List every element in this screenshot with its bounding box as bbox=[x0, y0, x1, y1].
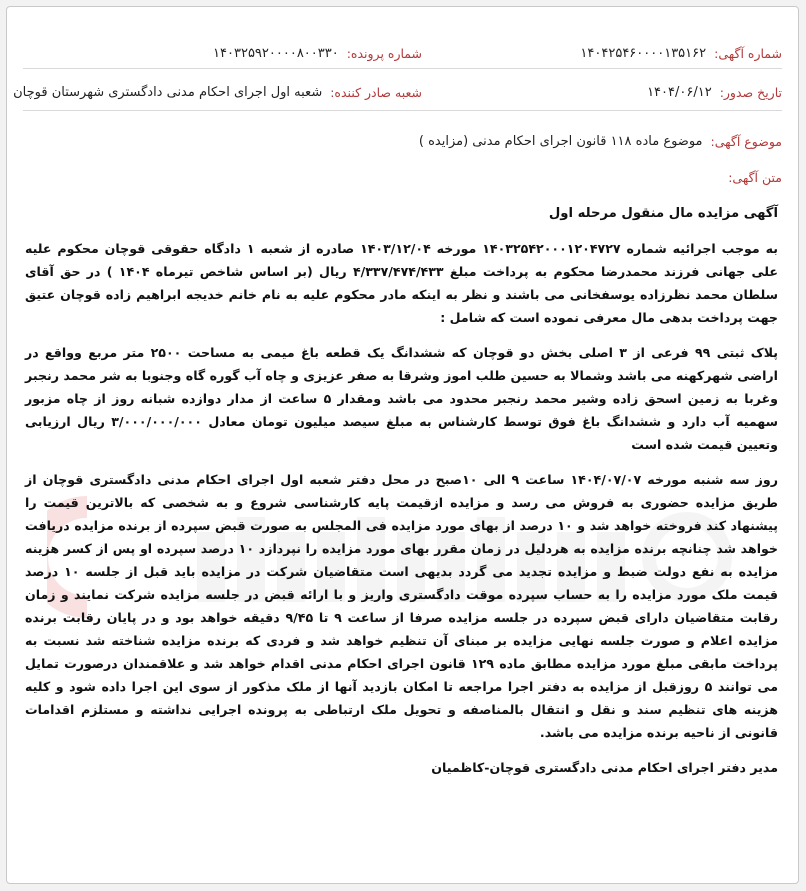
case-number: ۱۴۰۳۲۵۹۲۰۰۰۰۸۰۰۳۳۰ bbox=[213, 45, 339, 61]
paragraph-auction-terms: روز سه شنبه مورخه ۱۴۰۴/۰۷/۰۷ ساعت ۹ الی ۱۰صبح در محل دفتر شعبه اول اجرای احکام مدنی دادگستری قوچان از طریق مزایده حضوری به فروش می رسد و مزایده ازقیمت پایه کارشناسی شروع و به شخصی که بالاترین قیمت را پیشنهاد کند فروخته خواهد شد و ۱۰ درصد از بهای مورد مزایده فی المجلس به صورت قبض سپرده از برنده مزایده دریافت خواهد شد چنانچه برنده مزایده به هردلیل در زمان مقرر بهای مورد مزایده را نپردازد ۱۰ درصد سپرده او پس از کسر هزینه مزایده به نفع دولت ضبط و مزایده تجدید می گردد بدیهی است متقاضیان شرکت در مزایده باید قبل از جلسه ۱۰ درصد قیمت ملک مورد مزایده را به حساب سپرده موقت دادگستری واریز و با ارائه قبض در جلسه مزایده شرکت نمایند و زمان رقابت متقاضیان دارای قبض سپرده در جلسه مزایده صرفا از ساعت ۹ تا ۹/۴۵ دقیقه خواهد بود و در پایان رقابت برنده مزایده اعلام و صورت جلسه نهایی مزایده بر مبنای آن تنظیم خواهد شد و فردی که برنده مزایده شناخته شد نسبت به پرداخت مابقی مبلغ مورد مزایده مطابق ماده ۱۲۹ قانون اجرای احکام مدنی اقدام خواهد شد و علاقمندان درصورت تمایل می توانند ۵ روزقبل از مزایده به دفتر اجرا مراجعه تا امکان بازدید آنها از ملک مذکور از سوی این اجرا داده شود و کلیه هزینه های تنظیم سند و نقل و انتقال بالمناصفه و تحویل ملک ارتباطی به پرونده اجرایی نداشته و مستلزم اقدامات قانونی از ناحیه برنده مزایده می باشد. bbox=[25, 472, 778, 740]
paragraph-property: پلاک ثبتی ۹۹ فرعی از ۳ اصلی بخش دو قوچان که ششدانگ یک قطعه باغ میمی به مساحت ۲۵۰۰ متر مربع وواقع در اراضی شهرکهنه می باشد وشمالا به حسین طلب اموز وشرقا به صفر عزیزی و چاه آب گوره گاه وجنوبا به شر محمد رنجبر وغربا به زمین اسحق زاده وشیر محمد رنجبر محدود می باشد ومقدار ۵ ساعت از مدار دوازده شبانه روز از چاه مزبور سهمیه آب دارد و ششدانگ باغ فوق توسط کارشناس به مبلغ سیصد میلیون تومان معادل ۳/۰۰۰/۰۰۰/۰۰۰ ریال ارزیابی وتعیین قیمت شده است bbox=[25, 345, 778, 452]
subject-label: موضوع آگهی: bbox=[710, 133, 782, 149]
case-number-group bbox=[213, 46, 422, 61]
signature: مدیر دفتر اجرای احکام مدنی دادگستری قوچان-کاظمیان bbox=[431, 760, 778, 775]
meta-row-numbers bbox=[23, 41, 782, 65]
issue-date: ۱۴۰۴/۰۶/۱۲ bbox=[647, 84, 712, 100]
meta-row-subject bbox=[23, 129, 782, 153]
issuer-group bbox=[13, 85, 422, 100]
issuer: شعبه اول اجرای احکام مدنی دادگستری شهرستان قوچان bbox=[13, 84, 323, 100]
notice-card bbox=[6, 6, 799, 884]
divider bbox=[23, 110, 782, 111]
issue-date-label: تاریخ صدور: bbox=[719, 84, 782, 100]
subject: موضوع ماده ۱۱۸ قانون اجرای احکام مدنی (مزایده ) bbox=[418, 133, 703, 149]
text-label: متن آگهی: bbox=[728, 169, 782, 185]
notice-number: ۱۴۰۴۲۵۴۶۰۰۰۰۱۳۵۱۶۲ bbox=[580, 45, 707, 61]
notice-page bbox=[7, 7, 798, 883]
case-number-label: شماره پرونده: bbox=[346, 45, 422, 61]
meta-row-text-label bbox=[23, 165, 782, 189]
notice-number-label: شماره آگهی: bbox=[714, 45, 782, 61]
divider bbox=[23, 68, 782, 69]
notice-title: آگهی مزایده مال منقول مرحله اول bbox=[548, 206, 778, 221]
issuer-label: شعبه صادر کننده: bbox=[330, 84, 422, 100]
paragraph-enforcement: به موجب اجرائیه شماره ۱۴۰۳۲۵۴۲۰۰۰۱۲۰۴۷۲۷ مورخه ۱۴۰۳/۱۲/۰۴ صادره از شعبه ۱ دادگاه حقوقی قوچان محکوم علیه علی جهانی فرزند محمدرضا محکوم به پرداخت مبلغ ۴/۳۳۷/۴۷۴/۴۳۳ ریال (بر اساس شاخص تیرماه ۱۴۰۴ ) در حق آقای سلطان محمد نظرزاده یوسفخانی می باشند و نظر به اینکه مادر محکوم علیه به نام خانم خدیجه ابراهیم زاده قوچان عتیق جهت پرداخت بدهی مال معرفی نموده است که شامل : bbox=[25, 241, 779, 325]
meta-row-date-issuer bbox=[13, 80, 782, 104]
notice-body bbox=[25, 202, 778, 791]
